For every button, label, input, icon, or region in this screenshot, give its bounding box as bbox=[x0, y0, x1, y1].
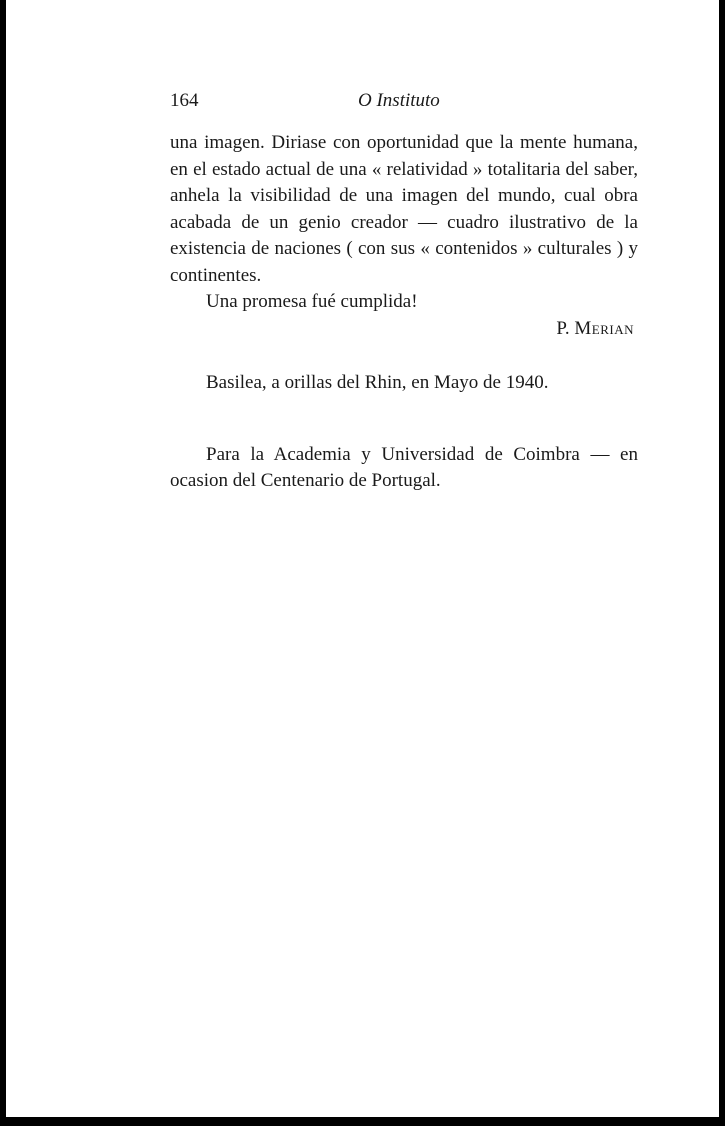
journal-title: O Instituto bbox=[358, 90, 440, 111]
page-number: 164 bbox=[170, 90, 199, 111]
author-signature bbox=[170, 316, 638, 343]
document-page bbox=[170, 88, 638, 495]
place-date-line: Basilea, a orillas del Rhin, en Mayo de 1940. bbox=[206, 372, 549, 393]
running-head bbox=[170, 88, 638, 116]
dedication-paragraph: Para la Academia y Universidad de Coimbra — en ocasion del Centenario de Portugal. bbox=[170, 443, 638, 491]
scan-border-bottom bbox=[0, 1117, 725, 1126]
signature-name: Merian bbox=[574, 317, 634, 339]
body-paragraph-2: Una promesa fué cumplida! bbox=[206, 291, 418, 312]
scan-border-left bbox=[0, 0, 6, 1126]
scan-border-right bbox=[719, 0, 725, 1126]
signature-initial: P. bbox=[556, 317, 570, 339]
body-paragraph-1: una imagen. Diriase con oportunidad que la mente humana, en el estado actual de una « relatividad » totalitaria del saber, anhela la visibilidad de una imagen del mundo, cual obra acabada de un genio creador — cuadro ilustrativo de la existencia de naciones ( con sus « contenidos » culturales ) y continentes. bbox=[170, 132, 638, 286]
